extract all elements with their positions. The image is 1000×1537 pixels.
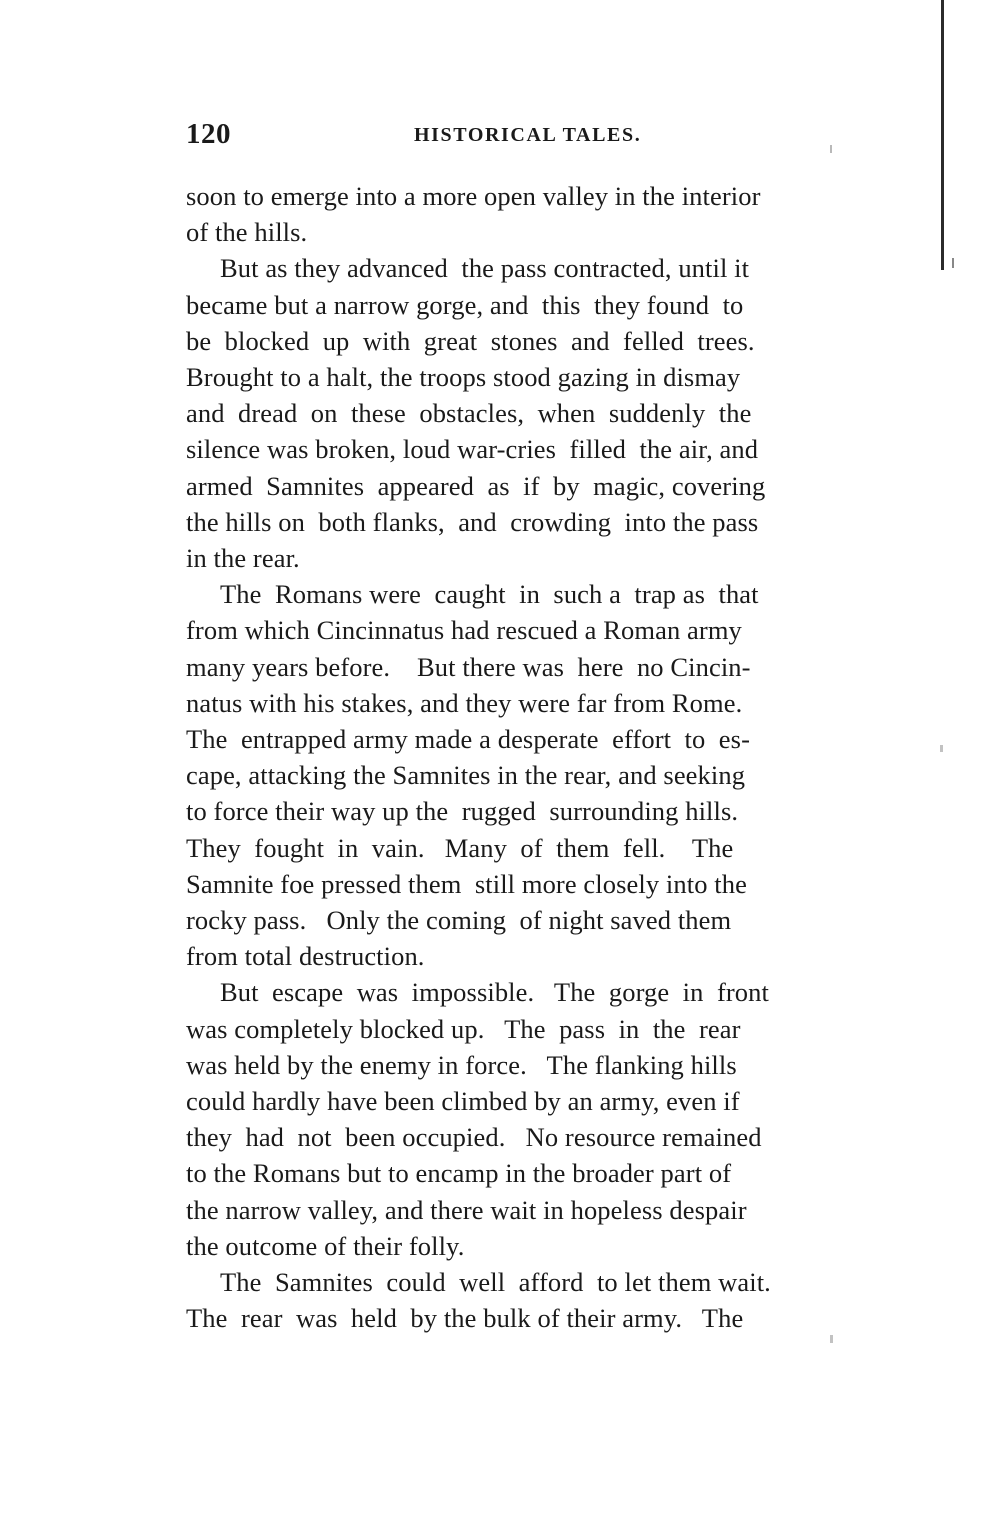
text-line: [186, 757, 866, 793]
text-line-content: cape, attacking the Samnites in the rear, and seeking: [186, 760, 746, 791]
text-line: [186, 902, 866, 938]
text-line: [186, 1300, 866, 1336]
page-header: [186, 118, 866, 152]
text-line-content: could hardly have been climbed by an army, even if: [186, 1086, 740, 1117]
text-line-content: was completely blocked up. The pass in the rear: [186, 1013, 741, 1044]
text-line-content: The Samnites could well afford to let them wait.: [220, 1267, 771, 1298]
text-line: [186, 685, 866, 721]
text-line-content: from which Cincinnatus had rescued a Roman army: [186, 615, 742, 646]
text-line-content: rocky pass. Only the coming of night saved them: [186, 905, 732, 936]
text-line-content: in the rear.: [186, 543, 300, 574]
text-line-content: from total destruction.: [186, 941, 425, 972]
text-line-content: But escape was impossible. The gorge in front: [220, 977, 769, 1008]
text-line: [186, 793, 866, 829]
text-line: [186, 1264, 866, 1300]
text-line-content: The entrapped army made a desperate effort to es-: [186, 724, 750, 755]
text-line-content: many years before. But there was here no Cincin-: [186, 651, 751, 682]
text-line: [186, 250, 866, 286]
text-line-content: But as they advanced the pass contracted, until it: [220, 253, 750, 284]
text-line-content: Brought to a halt, the troops stood gazing in dismay: [186, 362, 741, 393]
text-line-content: soon to emerge into a more open valley in the interior: [186, 181, 761, 211]
text-line-content: to the Romans but to encamp in the broader part of: [186, 1158, 732, 1189]
text-line: [186, 938, 866, 974]
running-head: HISTORICAL TALES.: [414, 124, 642, 146]
scan-speck: [940, 745, 943, 752]
text-line: [186, 504, 866, 540]
text-line: [186, 540, 866, 576]
text-line-content: armed Samnites appeared as if by magic, covering: [186, 470, 766, 501]
text-line-content: the narrow valley, and there wait in hopeless despair: [186, 1194, 747, 1225]
text-line: [186, 1083, 866, 1119]
text-line: [186, 576, 866, 612]
page-number: 120: [186, 118, 231, 150]
text-line: [186, 431, 866, 467]
scan-edge-artifact-lower: [952, 258, 954, 268]
text-line: [186, 178, 866, 214]
text-line-content: of the hills.: [186, 217, 308, 248]
text-line-content: be blocked up with great stones and felled trees.: [186, 325, 755, 356]
text-line: [186, 359, 866, 395]
text-line: [186, 1192, 866, 1228]
page-body: [186, 178, 866, 1337]
text-line: [186, 395, 866, 431]
text-line: [186, 830, 866, 866]
scan-edge-artifact: [941, 0, 944, 270]
text-line-content: natus with his stakes, and they were far from Rome.: [186, 687, 743, 718]
text-line: [186, 721, 866, 757]
text-line-content: was held by the enemy in force. The flanking hills: [186, 1049, 737, 1080]
text-line: [186, 974, 866, 1010]
text-line: [186, 612, 866, 648]
text-line-content: the hills on both flanks, and crowding into the pass: [186, 506, 759, 537]
text-line-content: became but a narrow gorge, and this they found to: [186, 289, 744, 320]
text-line: [186, 1155, 866, 1191]
text-line-content: They fought in vain. Many of them fell. The: [186, 832, 734, 863]
text-line: [186, 1228, 866, 1264]
text-line-content: and dread on these obstacles, when suddenly the: [186, 398, 752, 429]
text-line: [186, 323, 866, 359]
text-line: [186, 214, 866, 250]
text-line: [186, 1047, 866, 1083]
text-line: [186, 468, 866, 504]
text-line-content: to force their way up the rugged surrounding hills.: [186, 796, 739, 827]
text-line: [186, 1119, 866, 1155]
text-line-content: The rear was held by the bulk of their army. The: [186, 1303, 744, 1334]
text-line: [186, 287, 866, 323]
text-line-content: the outcome of their folly.: [186, 1230, 465, 1261]
text-line: [186, 1011, 866, 1047]
text-line-content: Samnite foe pressed them still more closely into the: [186, 868, 747, 899]
text-line: [186, 649, 866, 685]
text-line-content: silence was broken, loud war-cries filled the air, and: [186, 434, 759, 465]
text-line: [186, 866, 866, 902]
text-line-content: they had not been occupied. No resource remained: [186, 1122, 762, 1153]
text-line-content: The Romans were caught in such a trap as that: [220, 579, 759, 610]
